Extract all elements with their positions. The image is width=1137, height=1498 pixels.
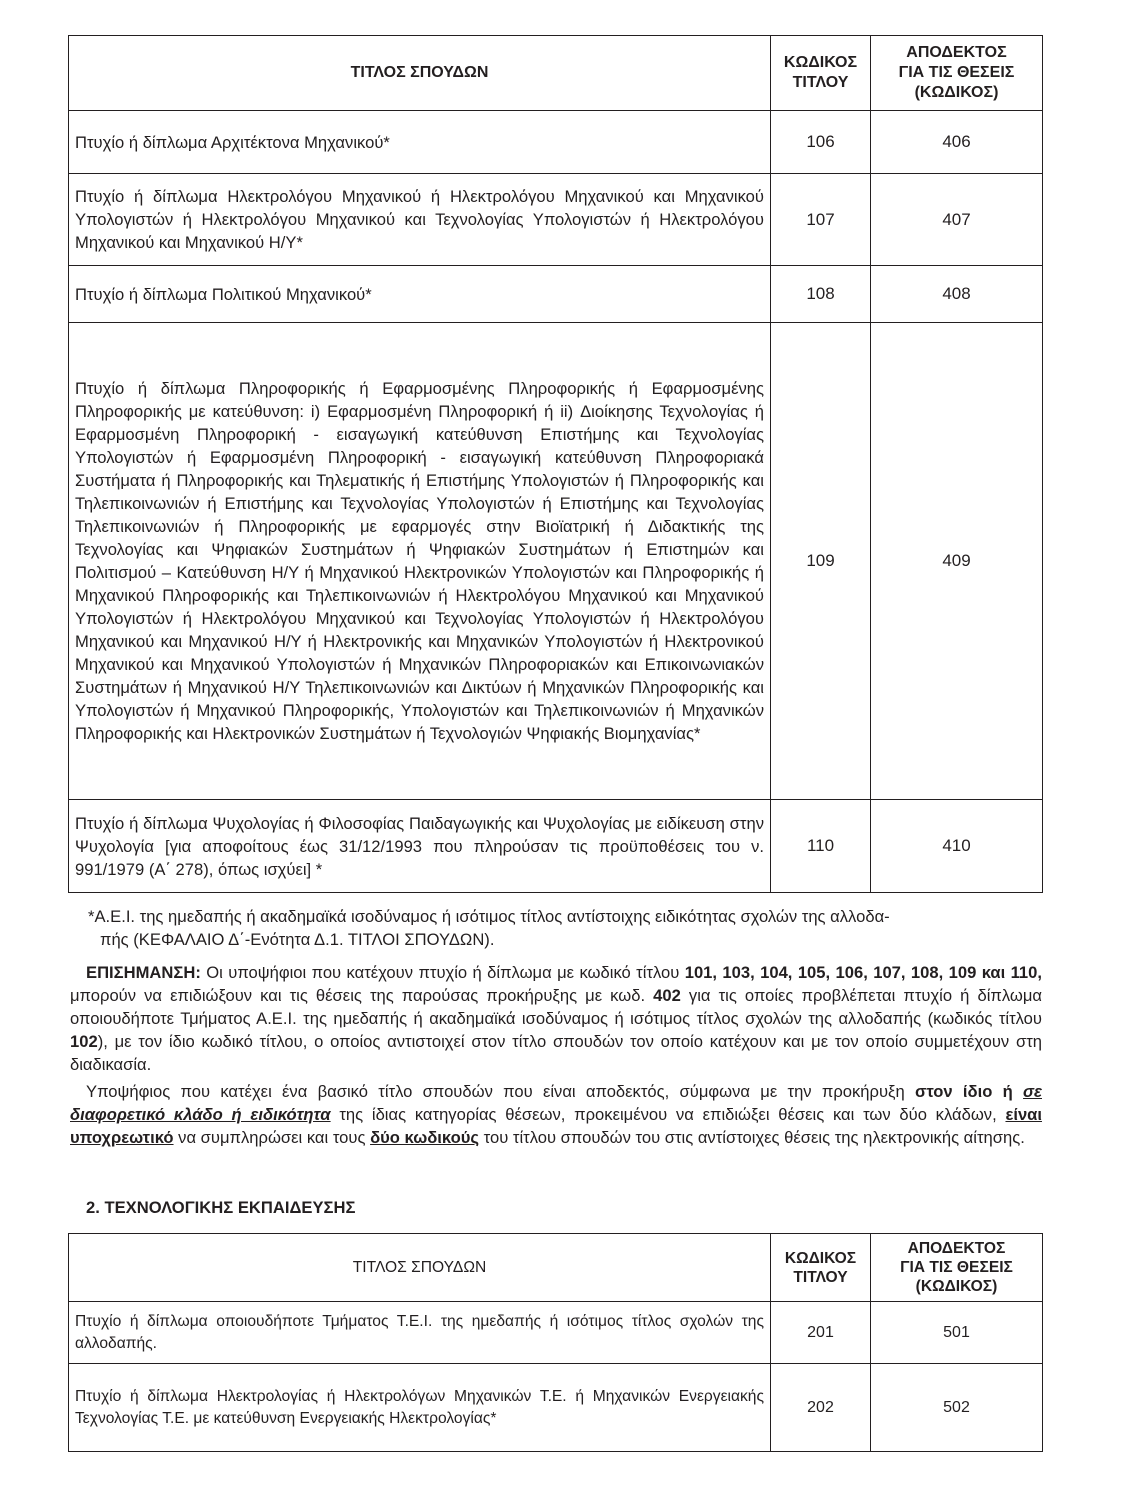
header-title: ΤΙΤΛΟΣ ΣΠΟΥΔΩΝ bbox=[69, 36, 771, 111]
title-code: 110 bbox=[771, 800, 871, 893]
table-header-row bbox=[69, 36, 1043, 111]
degree-title: Πτυχίο ή δίπλωμα Πληροφορικής ή Εφαρμοσμένης Πληροφορικής ή Εφαρμοσμένης Πληροφορικής με κατεύθυνση: i) Εφαρμοσμένη Πληροφορική ή ii) Διοίκησης Τεχνολογίας ή Εφαρμοσμένη Πληροφορική - εισαγωγική κατεύθυνση Επιστήμης και Τεχνολογίας Υπολογιστών ή Εφαρμοσμένη Πληροφορική - εισαγωγική κατεύθυνση Πληροφοριακά Συστήματα ή Πληροφορικής και Τηλεματικής ή Επιστήμης Υπολογιστών ή Πληροφορικής και Τηλεπικοινωνιών ή Επιστήμης και Τεχνολογίας Υπολογιστών ή Επιστήμης και Τεχνολογίας Τηλεπικοινωνιών ή Πληροφορικής με εφαρμογές στην Βιοϊατρική ή Διδακτικής της Τεχνολογίας και Ψηφιακών Συστημάτων ή Ψηφιακών Συστημάτων ή Επιστημών και Πολιτισμού – Κατεύθυνση Η/Υ ή Μηχανικού Ηλεκτρονικών Υπολογιστών και Πληροφορικής ή Μηχανικού Πληροφορικής και Τηλεπικοινωνιών ή Ηλεκτρολόγου Μηχανικού και Μηχανικού Υπολογιστών ή Ηλεκτρολόγου Μηχανικού και Τεχνολογίας Υπολογιστών ή Ηλεκτρολόγου Μηχανικού και Μηχανικού Η/Υ ή Ηλεκτρονικής και Μηχανικών Υπολογιστών ή Ηλεκτρονικού Μηχανικού και Μηχανικού Υπολογιστών ή Μηχανικών Πληροφοριακών και Επικοινωνιακών Συστημάτων ή Μηχανικού Η/Υ Τηλεπικοινωνιών και Δικτύων ή Μηχανικών Πληροφορικής και Υπολογιστών ή Μηχανικού Πληροφορικής, Υπολογιστών και Τηλεπικοινωνιών ή Μηχανικών Πληροφορικής και Ηλεκτρονικών Συστημάτων ή Τεχνολογιών Ψηφιακής Βιομηχανίας* bbox=[69, 323, 771, 800]
accepted-code: 501 bbox=[871, 1302, 1043, 1364]
header-code: ΚΩΔΙΚΟΣ ΤΙΤΛΟΥ bbox=[771, 1234, 871, 1302]
table-row bbox=[69, 266, 1043, 323]
table-row bbox=[69, 1364, 1043, 1452]
header-title: ΤΙΤΛΟΣ ΣΠΟΥΔΩΝ bbox=[69, 1234, 771, 1302]
degree-title: Πτυχίο ή δίπλωμα Ηλεκτρολόγου Μηχανικού ή Ηλεκτρολόγου Μηχανικού και Μηχανικού Υπολογιστών ή Ηλεκτρολόγου Μηχανικού και Τεχνολογίας Υπολογιστών ή Ηλεκτρολόγου Μηχανικού και Μηχανικού Η/Υ* bbox=[69, 174, 771, 266]
footnote bbox=[70, 905, 1042, 951]
accepted-code: 408 bbox=[871, 266, 1043, 323]
degree-title: Πτυχίο ή δίπλωμα Πολιτικού Μηχανικού* bbox=[69, 266, 771, 323]
notice-paragraph: ΕΠΙΣΗΜΑΝΣΗ: Οι υποψήφιοι που κατέχουν πτυχίο ή δίπλωμα με κωδικό τίτλου 101, 103, 104, 105, 106, 107, 108, 109 και 110, μπορούν να επιδιώξουν και τις θέσεις της παρούσας προκήρυξης με κωδ. 402 για τις οποίες προβλέπεται πτυχίο ή δίπλωμα οποιουδήποτε Τμήματος Α.Ε.Ι. της ημεδαπής ή ακαδημαϊκά ισοδύναμος ή ισότιμος τίτλος σχολών της αλλοδαπής (κωδικός τίτλου 102), με τον ίδιο κωδικό τίτλου, ο οποίος αντιστοιχεί στον τίτλο σπουδών τον οποίο κατέχουν και με τον οποίο συμμετέχουν στη διαδικασία. bbox=[70, 963, 1042, 1074]
notice-codes: 101, 103, 104, 105, 106, 107, 108, 109 και 110, bbox=[684, 963, 1042, 982]
table-row bbox=[69, 323, 1043, 800]
title-code: 106 bbox=[771, 111, 871, 174]
notice-label: ΕΠΙΣΗΜΑΝΣΗ: bbox=[86, 963, 201, 982]
degree-title: Πτυχίο ή δίπλωμα Ψυχολογίας ή Φιλοσοφίας Παιδαγωγικής και Ψυχολογίας με ειδίκευση στην Ψυχολογία [για αποφοίτους έως 31/12/1993 που πληρούσαν τις προϋποθέσεις του ν. 991/1979 (Α΄ 278), όπως ισχύει] * bbox=[69, 800, 771, 893]
instruction-paragraph: Υποψήφιος που κατέχει ένα βασικό τίτλο σπουδών που είναι αποδεκτός, σύμφωνα με την προκήρυξη στον ίδιο ή σε διαφορετικό κλάδο ή ειδικότητα της ίδιας κατηγορίας θέσεων, προκειμένου να επιδιώξει θέσεις και των δύο κλάδων, είναι υποχρεωτικό να συμπληρώσει και τους δύο κωδικούς του τίτλου σπουδών του στις αντίστοιχες θέσεις της ηλεκτρονικής αίτησης. bbox=[70, 1082, 1042, 1147]
table-row bbox=[69, 111, 1043, 174]
degree-title: Πτυχίο ή δίπλωμα Ηλεκτρολογίας ή Ηλεκτρολόγων Μηχανικών Τ.Ε. ή Μηχανικών Ενεργειακής Τεχνολογίας Τ.Ε. με κατεύθυνση Ενεργειακής Ηλεκτρολογίας* bbox=[69, 1364, 771, 1452]
table-header-row bbox=[69, 1234, 1043, 1302]
notice-code-102: 102 bbox=[70, 1032, 98, 1051]
title-code: 201 bbox=[771, 1302, 871, 1364]
footnote-line2: πής (ΚΕΦΑΛΑΙΟ Δ΄-Ενότητα Δ.1. ΤΙΤΛΟΙ ΣΠΟΥΔΩΝ). bbox=[100, 930, 495, 949]
table-row bbox=[69, 800, 1043, 893]
header-accepted: ΑΠΟΔΕΚΤΟΣ ΓΙΑ ΤΙΣ ΘΕΣΕΙΣ (ΚΩΔΙΚΟΣ) bbox=[871, 1234, 1043, 1302]
degree-title: Πτυχίο ή δίπλωμα οποιουδήποτε Τμήματος Τ.Ε.Ι. της ημεδαπής ή ισότιμος τίτλος σχολών της αλλοδαπής. bbox=[69, 1302, 771, 1364]
header-accepted: ΑΠΟΔΕΚΤΟΣ ΓΙΑ ΤΙΣ ΘΕΣΕΙΣ (ΚΩΔΙΚΟΣ) bbox=[871, 36, 1043, 111]
section-heading: 2. ΤΕΧΝΟΛΟΓΙΚΗΣ ΕΚΠΑΙΔΕΥΣΗΣ bbox=[86, 1198, 356, 1217]
header-code: ΚΩΔΙΚΟΣ ΤΙΤΛΟΥ bbox=[771, 36, 871, 111]
title-code: 109 bbox=[771, 323, 871, 800]
footnote-line1: *Α.Ε.Ι. της ημεδαπής ή ακαδημαϊκά ισοδύναμος ή ισότιμος τίτλος αντίστοιχης ειδικότητας σχολών της αλλοδα- bbox=[88, 907, 890, 926]
notice-code-402: 402 bbox=[653, 986, 681, 1005]
degree-table-university bbox=[68, 35, 1043, 893]
table-row bbox=[69, 174, 1043, 266]
title-code: 108 bbox=[771, 266, 871, 323]
title-code: 202 bbox=[771, 1364, 871, 1452]
accepted-code: 409 bbox=[871, 323, 1043, 800]
degree-table-technological bbox=[68, 1233, 1043, 1452]
accepted-code: 410 bbox=[871, 800, 1043, 893]
title-code: 107 bbox=[771, 174, 871, 266]
degree-title: Πτυχίο ή δίπλωμα Αρχιτέκτονα Μηχανικού* bbox=[69, 111, 771, 174]
accepted-code: 407 bbox=[871, 174, 1043, 266]
accepted-code: 502 bbox=[871, 1364, 1043, 1452]
accepted-code: 406 bbox=[871, 111, 1043, 174]
table-row bbox=[69, 1302, 1043, 1364]
